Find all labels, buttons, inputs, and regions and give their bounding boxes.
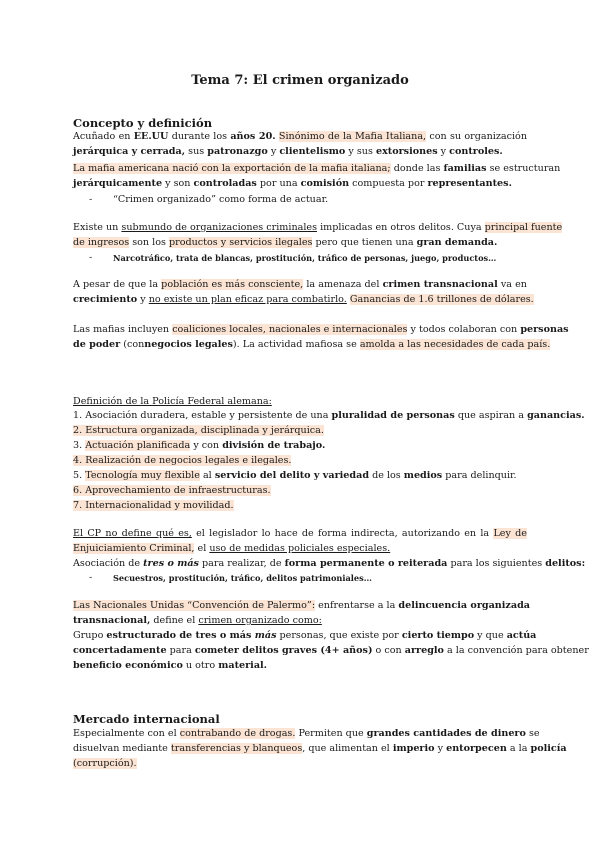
paragraph-line: transnacional, define el crimen organizado como: bbox=[73, 615, 322, 626]
paragraph-line: jerárquicamente y son controladas por una comisión compuesta por representantes. bbox=[73, 178, 512, 189]
paragraph-line: Las mafias incluyen coaliciones locales, nacionales e internacionales y todos colaboran con personas bbox=[73, 324, 569, 335]
bullet-dash: - bbox=[89, 572, 93, 583]
bullet-dash: - bbox=[89, 194, 93, 205]
paragraph-line: (corrupción). bbox=[73, 758, 137, 769]
paragraph-line: disuelvan mediante transferencias y blanqueos, que alimentan el imperio y entorpecen a la policía bbox=[73, 743, 567, 754]
paragraph-line: Las Nacionales Unidas “Convención de Palermo”: enfrentarse a la delincuencia organizada bbox=[73, 600, 531, 611]
list-item: 7. Internacionalidad y movilidad. bbox=[73, 500, 234, 511]
paragraph-line: concertadamente para cometer delitos graves (4+ años) o con arreglo a la convención para obtener bbox=[73, 645, 589, 656]
heading-mercado: Mercado internacional bbox=[73, 712, 220, 726]
paragraph-line: de poder (connegocios legales). La actividad mafiosa se amolda a las necesidades de cada país. bbox=[73, 339, 551, 350]
paragraph-line: A pesar de que la población es más consciente, la amenaza del crimen transnacional va en bbox=[73, 279, 527, 290]
list-item: 6. Aprovechamiento de infraestructuras. bbox=[73, 485, 271, 496]
list-item: 2. Estructura organizada, disciplinada y jerárquica. bbox=[73, 425, 324, 436]
paragraph-line: Asociación de tres o más para realizar, de forma permanente o reiterada para los siguientes delitos: bbox=[73, 558, 586, 569]
paragraph-line: El CP no define qué es, el legislador lo hace de forma indirecta, autorizando en la Ley de bbox=[73, 528, 527, 539]
bullet-item: “Crimen organizado” como forma de actuar. bbox=[113, 194, 329, 205]
paragraph-line: de ingresos son los productos y servicios ilegales pero que tienen una gran demanda. bbox=[73, 237, 498, 248]
paragraph-line: jerárquica y cerrada, sus patronazgo y clientelismo y sus extorsiones y controles. bbox=[73, 146, 503, 157]
list-item: 5. Tecnología muy flexible al servicio del delito y variedad de los medios para delinquir. bbox=[73, 470, 517, 481]
paragraph-line: La mafia americana nació con la exportación de la mafia italiana; donde las familias se estructuran bbox=[73, 163, 561, 174]
paragraph-line: Grupo estructurado de tres o más más personas, que existe por cierto tiempo y que actúa bbox=[73, 630, 537, 641]
list-item: 4. Realización de negocios legales e ilegales. bbox=[73, 455, 292, 466]
paragraph-line: Existe un submundo de organizaciones criminales implicadas en otros delitos. Cuya principal fuente bbox=[73, 222, 563, 233]
list-item: 1. Asociación duradera, estable y persistente de una pluralidad de personas que aspiran a ganancias. bbox=[73, 410, 585, 421]
bullet-item: Secuestros, prostitución, tráfico, delitos patrimoniales… bbox=[113, 573, 372, 583]
bullet-dash: - bbox=[89, 252, 93, 263]
paragraph-line: Enjuiciamiento Criminal, el uso de medidas policiales especiales. bbox=[73, 543, 391, 554]
list-item: 3. Actuación planificada y con división de trabajo. bbox=[73, 440, 326, 451]
bullet-item: Narcotráfico, trata de blancas, prostitución, tráfico de personas, juego, productos… bbox=[113, 253, 497, 263]
paragraph-line: Especialmente con el contrabando de drogas. Permiten que grandes cantidades de dinero se bbox=[73, 728, 540, 739]
paragraph-line: beneficio económico u otro material. bbox=[73, 660, 268, 671]
paragraph-line: crecimiento y no existe un plan eficaz para combatirlo. Ganancias de 1.6 trillones de dólares. bbox=[73, 294, 534, 305]
heading-concepto: Concepto y definición bbox=[73, 116, 213, 130]
paragraph-line: Acuñado en EE.UU durante los años 20. Sinónimo de la Mafia Italiana, con su organización bbox=[73, 131, 527, 142]
document-title: Tema 7: El crimen organizado bbox=[191, 73, 409, 88]
heading-policia: Definición de la Policía Federal alemana: bbox=[73, 396, 272, 407]
